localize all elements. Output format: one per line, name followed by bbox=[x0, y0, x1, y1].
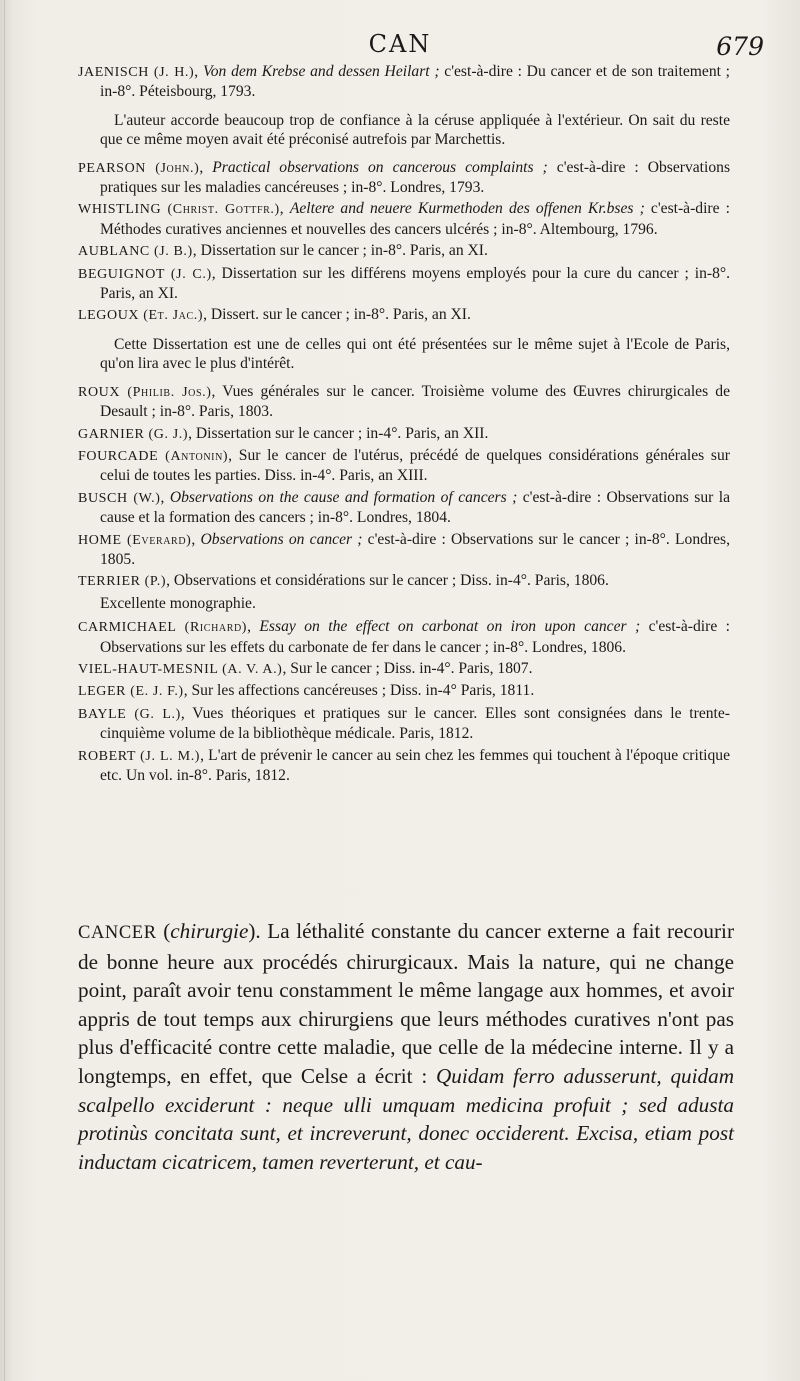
bibliography-entry bbox=[78, 424, 730, 444]
entry-author: ROUX bbox=[78, 384, 121, 400]
entry-initials: (John.) bbox=[146, 160, 200, 176]
note-text: Cette Dissertation est une de celles qui ont été présentées sur le même sujet à l'Ecole de Paris, qu'on lira avec le plus d'intérêt. bbox=[100, 335, 730, 373]
entry-separator: , bbox=[279, 200, 290, 218]
bibliography-entry bbox=[78, 305, 730, 325]
entry-initials: (Antonin) bbox=[158, 448, 229, 464]
bibliography-note bbox=[100, 111, 730, 150]
entry-author: BEGUIGNOT bbox=[78, 266, 165, 282]
bibliography-entry bbox=[78, 704, 730, 744]
bibliography-entry bbox=[78, 488, 730, 528]
entry-details: c'est-à-dire : Du cancer et de son traitement ; in-8°. Péteisbourg, 1793. bbox=[100, 63, 731, 101]
bibliography-entry bbox=[78, 446, 730, 486]
entry-author: BUSCH bbox=[78, 490, 128, 506]
entry-details: , L'art de prévenir le cancer au sein chez les femmes qui touchent à l'époque critique etc. Un vol. in-8°. Paris, 1812. bbox=[100, 746, 730, 784]
entry-initials: (G. L.) bbox=[126, 706, 181, 722]
entry-author: TERRIER bbox=[78, 574, 141, 590]
paren-open: ( bbox=[156, 919, 171, 943]
entry-details: c'est-à-dire : Observations pratiques sur les maladies cancéreuses ; in-8°. Londres, 1793. bbox=[100, 158, 731, 197]
bibliography-entry bbox=[78, 746, 730, 786]
entry-details: , Dissertation sur le cancer ; in-4°. Paris, an XII. bbox=[188, 424, 489, 442]
bibliography-remark bbox=[78, 594, 730, 613]
entry-author: LEGER bbox=[78, 684, 127, 700]
entry-details: c'est-à-dire : Observations sur le cancer ; in-8°. Londres, 1805. bbox=[100, 530, 730, 568]
entry-initials: (Richard) bbox=[176, 620, 248, 636]
entry-title: Observations on the cause and formation of cancers ; bbox=[169, 488, 518, 506]
gutter-shadow bbox=[4, 0, 5, 1381]
bibliography-note bbox=[100, 335, 730, 374]
article-subject: chirurgie bbox=[170, 919, 249, 943]
article-text: La léthalité constante du cancer externe a fait recourir de bonne heure aux procédés chirurgicaux. Mais la nature, qui ne change point, paraît avoir tenu constamment le même langage aux hommes, et avoir appris de tout temps aux chirurgiens que leurs méthodes curatives n'ont pas plus d'efficacité contre cette maladie, que celle de la médecine interne. Il y a longtemps, en effet, que Celse a écrit : bbox=[78, 919, 734, 1088]
entry-separator: , bbox=[194, 63, 203, 80]
bibliography-entry bbox=[78, 158, 730, 198]
entry-separator: , bbox=[199, 158, 213, 176]
entry-separator: , bbox=[191, 530, 201, 548]
bibliography-entry bbox=[78, 62, 730, 102]
entry-details: , Vues théoriques et pratiques sur le cancer. Elles sont consignées dans le trente-cinquième volume de la bibliothèque médicale. Paris, 1812. bbox=[100, 704, 730, 743]
entry-initials: (J. H.) bbox=[148, 65, 195, 80]
entry-details: , Sur le cancer de l'utérus, précédé de quelques considérations générales sur celui de toutes les parties. Diss. in-4°. Paris, an XIII. bbox=[100, 446, 730, 485]
paren-close: ). bbox=[248, 919, 261, 943]
bibliography-entry bbox=[78, 681, 730, 701]
entry-author: HOME bbox=[78, 532, 122, 548]
entry-initials: (Et. Jac.) bbox=[139, 308, 204, 324]
note-text: L'auteur accorde beaucoup trop de confiance à la céruse appliquée à l'extérieur. On sait du reste que ce même moyen avait été préconisé autrefois par Marchettis. bbox=[100, 111, 730, 149]
entry-author: AUBLANC bbox=[78, 244, 150, 260]
entry-initials: (W.) bbox=[127, 490, 161, 506]
entry-details: , Sur le cancer ; Diss. in-4°. Paris, 1807. bbox=[282, 659, 533, 677]
entry-initials: (Christ. Gottfr.) bbox=[161, 202, 280, 218]
entry-initials: (Philib. Jos.) bbox=[120, 384, 212, 400]
entry-title: Von dem Krebse and dessen Heilart ; bbox=[202, 63, 440, 80]
entry-initials: (J. L. M.) bbox=[135, 748, 201, 764]
entry-details: , Dissertation sur les différens moyens employés pour la cure du cancer ; in-8°. Paris, an XI. bbox=[100, 264, 730, 303]
entry-details: , Dissertation sur le cancer ; in-8°. Paris, an XI. bbox=[192, 242, 488, 260]
entry-author: VIEL-HAUT-MESNIL bbox=[78, 661, 218, 677]
bibliography-entry bbox=[78, 382, 730, 422]
entry-author: JAENISCH bbox=[78, 65, 149, 80]
bibliography-entry bbox=[78, 571, 730, 591]
entry-author: CARMICHAEL bbox=[78, 620, 177, 636]
entry-initials: (J. C.) bbox=[164, 266, 212, 282]
entry-separator: , bbox=[160, 488, 170, 506]
running-header bbox=[0, 30, 800, 64]
entry-author: FOURCADE bbox=[78, 448, 159, 464]
entry-author: BAYLE bbox=[78, 706, 127, 722]
entry-author: PEARSON bbox=[78, 160, 146, 176]
celsus-quote: Quidam ferro adusserunt, quidam scalpello exciderunt : neque ulli umquam medicina profuit ; sed adusta protinùs concitata sunt, et increverunt, donec occiderent. Excisa, etiam post inductam cicatricem, tamen reverterunt, et cau- bbox=[78, 1063, 735, 1174]
entry-details: , Sur les affections cancéreuses ; Diss. in-4° Paris, 1811. bbox=[183, 682, 535, 700]
bibliography-entry bbox=[78, 659, 730, 679]
entry-title: Essay on the effect on carbonat on iron upon cancer ; bbox=[259, 618, 641, 636]
entry-title: Practical observations on cancerous complaints ; bbox=[212, 158, 548, 176]
bibliography-entry bbox=[78, 199, 730, 239]
running-title: CAN bbox=[368, 30, 432, 58]
entry-title: Aeltere and neuere Kurmethoden des offenen Kr.bses ; bbox=[289, 200, 645, 218]
entry-separator: , bbox=[247, 618, 260, 636]
entry-author: ROBERT bbox=[78, 748, 136, 764]
entry-title: Observations on cancer ; bbox=[200, 530, 363, 548]
entry-initials: (Everard) bbox=[121, 532, 192, 548]
entry-initials: (E. J. F.) bbox=[126, 684, 184, 700]
entry-initials: (G. J.) bbox=[144, 426, 189, 442]
entry-author: GARNIER bbox=[78, 426, 145, 442]
entry-author: LEGOUX bbox=[78, 308, 140, 324]
page-number: 679 bbox=[716, 32, 764, 61]
entry-details: c'est-à-dire : Observations sur la cause et la formation des cancers ; in-8°. Londres, 1804. bbox=[100, 488, 730, 527]
bibliography-entry bbox=[78, 264, 730, 304]
entry-author: WHISTLING bbox=[78, 202, 162, 218]
article-headword: CANCER bbox=[78, 923, 157, 943]
entry-details: c'est-à-dire : Observations sur les effets du carbonate de fer dans le cancer ; in-8°. Londres, 1806. bbox=[100, 618, 730, 656]
entry-initials: (A. V. A.) bbox=[218, 661, 283, 677]
bibliography-entry bbox=[78, 617, 730, 657]
article-body bbox=[78, 917, 734, 1176]
entry-details: , Vues générales sur le cancer. Troisième volume des Œuvres chirurgicales de Desault ; in-8°. Paris, 1803. bbox=[100, 382, 730, 421]
bibliography-entry bbox=[78, 241, 730, 261]
entry-initials: (P.) bbox=[140, 574, 167, 590]
remark-text: Excellente monographie. bbox=[100, 594, 256, 612]
bibliography-entry bbox=[78, 530, 730, 570]
entry-initials: (J. B.) bbox=[149, 244, 193, 260]
entry-details: , Dissert. sur le cancer ; in-8°. Paris, an XI. bbox=[203, 306, 471, 324]
entry-details: , Observations et considérations sur le cancer ; Diss. in-4°. Paris, 1806. bbox=[166, 572, 609, 590]
entry-details: c'est-à-dire : Méthodes curatives anciennes et nouvelles des cancers ulcérés ; in-8°. Altembourg, 1796. bbox=[100, 200, 731, 238]
bibliography-list bbox=[78, 62, 730, 787]
